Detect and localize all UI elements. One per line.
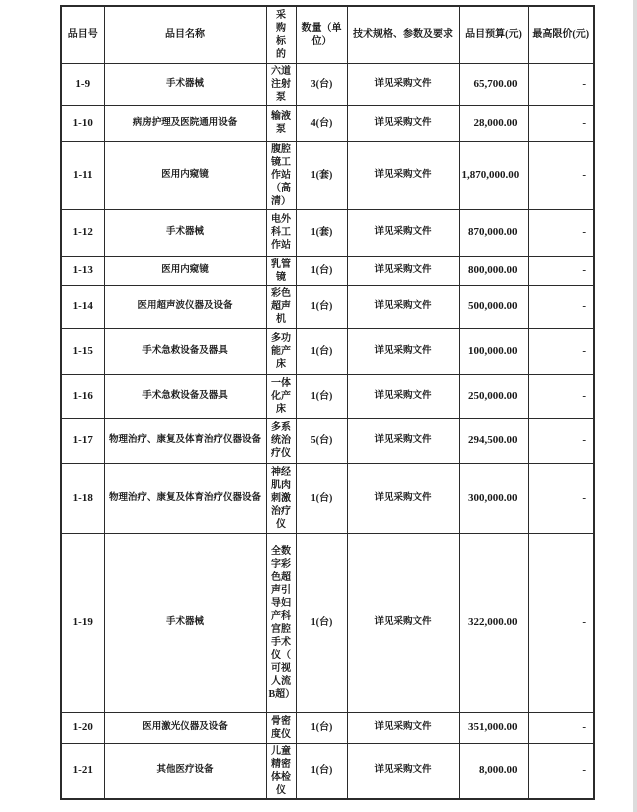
- cell-specs: 详见采购文件: [347, 105, 459, 141]
- table-row: [61, 209, 594, 256]
- header-target: [266, 6, 296, 63]
- cell-item-name: 物理治疗、康复及体育治疗仪器设备: [104, 463, 266, 533]
- cell-item-no: 1-9: [61, 63, 104, 105]
- header-item-no: 品目号: [61, 6, 104, 63]
- cell-budget: 1,870,000.00: [459, 141, 528, 209]
- cell-budget: 294,500.00: [459, 418, 528, 463]
- cell-max-price: -: [528, 141, 594, 209]
- cell-budget: 8,000.00: [459, 743, 528, 799]
- cell-target: 输液泵: [266, 105, 296, 141]
- header-item-name: 品目名称: [104, 6, 266, 63]
- cell-specs: 详见采购文件: [347, 328, 459, 374]
- cell-target: 乳管镜: [266, 256, 296, 285]
- cell-budget: 28,000.00: [459, 105, 528, 141]
- cell-item-no: 1-10: [61, 105, 104, 141]
- cell-item-no: 1-13: [61, 256, 104, 285]
- table-row: [61, 743, 594, 799]
- cell-target: 神经肌肉刺激治疗仪: [266, 463, 296, 533]
- cell-quantity: 1(台): [296, 328, 347, 374]
- cell-item-name: 医用内窥镜: [104, 256, 266, 285]
- table-row: [61, 463, 594, 533]
- header-specs: 技术规格、参数及要求: [347, 6, 459, 63]
- cell-item-no: 1-16: [61, 374, 104, 418]
- cell-quantity: 1(套): [296, 209, 347, 256]
- cell-item-name: 其他医疗设备: [104, 743, 266, 799]
- cell-specs: 详见采购文件: [347, 256, 459, 285]
- cell-item-name: 医用内窥镜: [104, 141, 266, 209]
- cell-max-price: -: [528, 285, 594, 328]
- cell-specs: 详见采购文件: [347, 743, 459, 799]
- cell-budget: 800,000.00: [459, 256, 528, 285]
- cell-item-name: 医用激光仪器及设备: [104, 712, 266, 743]
- cell-max-price: -: [528, 209, 594, 256]
- cell-budget: 351,000.00: [459, 712, 528, 743]
- cell-specs: 详见采购文件: [347, 712, 459, 743]
- cell-specs: 详见采购文件: [347, 141, 459, 209]
- cell-max-price: -: [528, 105, 594, 141]
- cell-item-no: 1-17: [61, 418, 104, 463]
- cell-item-no: 1-12: [61, 209, 104, 256]
- procurement-items-table: [60, 5, 595, 800]
- table-row: [61, 533, 594, 712]
- cell-target: 骨密度仪: [266, 712, 296, 743]
- table-row: [61, 285, 594, 328]
- cell-quantity: 4(台): [296, 105, 347, 141]
- cell-target: 多系统治疗仪: [266, 418, 296, 463]
- cell-item-name: 手术急救设备及器具: [104, 328, 266, 374]
- cell-budget: 322,000.00: [459, 533, 528, 712]
- cell-target: 全数字彩色超声引导妇产科宫腔手术仪（可视人流B超）: [266, 533, 296, 712]
- cell-max-price: -: [528, 63, 594, 105]
- cell-specs: 详见采购文件: [347, 285, 459, 328]
- cell-max-price: -: [528, 256, 594, 285]
- table-row: [61, 328, 594, 374]
- table-row: [61, 712, 594, 743]
- cell-item-no: 1-19: [61, 533, 104, 712]
- cell-specs: 详见采购文件: [347, 418, 459, 463]
- cell-quantity: 1(台): [296, 463, 347, 533]
- cell-budget: 65,700.00: [459, 63, 528, 105]
- cell-specs: 详见采购文件: [347, 463, 459, 533]
- page-edge-strip: [633, 0, 637, 812]
- cell-target: 六道注射泵: [266, 63, 296, 105]
- cell-max-price: -: [528, 743, 594, 799]
- cell-quantity: 1(台): [296, 285, 347, 328]
- cell-budget: 870,000.00: [459, 209, 528, 256]
- cell-item-no: 1-20: [61, 712, 104, 743]
- cell-target: 多功能产床: [266, 328, 296, 374]
- table-row: [61, 418, 594, 463]
- cell-target: 儿童精密体检仪: [266, 743, 296, 799]
- cell-item-name: 医用超声波仪器及设备: [104, 285, 266, 328]
- cell-max-price: -: [528, 463, 594, 533]
- cell-max-price: -: [528, 374, 594, 418]
- cell-item-name: 物理治疗、康复及体育治疗仪器设备: [104, 418, 266, 463]
- cell-item-no: 1-15: [61, 328, 104, 374]
- cell-max-price: -: [528, 712, 594, 743]
- cell-budget: 300,000.00: [459, 463, 528, 533]
- cell-item-no: 1-18: [61, 463, 104, 533]
- cell-item-name: 手术器械: [104, 209, 266, 256]
- header-max-price: 最高限价(元): [528, 6, 594, 63]
- header-quantity: 数量（单位）: [296, 6, 347, 63]
- cell-max-price: -: [528, 328, 594, 374]
- cell-item-name: 手术器械: [104, 63, 266, 105]
- table-row: [61, 256, 594, 285]
- cell-target: 彩色超声机: [266, 285, 296, 328]
- header-target-label: 采购标的: [276, 9, 286, 60]
- cell-quantity: 5(台): [296, 418, 347, 463]
- cell-item-name: 手术急救设备及器具: [104, 374, 266, 418]
- cell-quantity: 3(台): [296, 63, 347, 105]
- cell-item-no: 1-21: [61, 743, 104, 799]
- cell-specs: 详见采购文件: [347, 533, 459, 712]
- cell-budget: 100,000.00: [459, 328, 528, 374]
- cell-quantity: 1(台): [296, 374, 347, 418]
- cell-specs: 详见采购文件: [347, 63, 459, 105]
- cell-target: 电外科工作站: [266, 209, 296, 256]
- cell-quantity: 1(台): [296, 743, 347, 799]
- cell-quantity: 1(台): [296, 533, 347, 712]
- cell-specs: 详见采购文件: [347, 209, 459, 256]
- cell-budget: 500,000.00: [459, 285, 528, 328]
- cell-max-price: -: [528, 418, 594, 463]
- cell-item-no: 1-11: [61, 141, 104, 209]
- cell-item-no: 1-14: [61, 285, 104, 328]
- cell-budget: 250,000.00: [459, 374, 528, 418]
- cell-quantity: 1(台): [296, 256, 347, 285]
- header-budget: 品目预算(元): [459, 6, 528, 63]
- cell-max-price: -: [528, 533, 594, 712]
- cell-target: 腹腔镜工作站（高清）: [266, 141, 296, 209]
- table-row: [61, 374, 594, 418]
- cell-quantity: 1(台): [296, 712, 347, 743]
- cell-quantity: 1(套): [296, 141, 347, 209]
- cell-target: 一体化产床: [266, 374, 296, 418]
- cell-item-name: 病房护理及医院通用设备: [104, 105, 266, 141]
- cell-specs: 详见采购文件: [347, 374, 459, 418]
- table-row: [61, 141, 594, 209]
- table-row: [61, 63, 594, 105]
- table-header-row: [61, 6, 594, 63]
- table-row: [61, 105, 594, 141]
- cell-item-name: 手术器械: [104, 533, 266, 712]
